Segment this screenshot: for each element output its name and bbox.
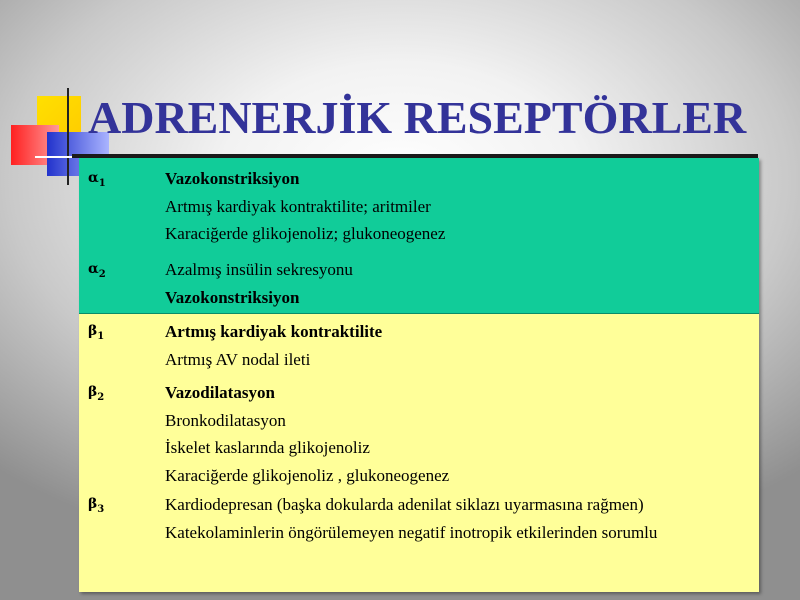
effect-line: Vazokonstriksiyon (165, 287, 300, 307)
receptor-symbol: $\alpha_1$ (88, 170, 106, 189)
effect-line: Artmış kardiyak kontraktilite (165, 322, 383, 341)
effect-line: Bronkodilatasyon (165, 410, 286, 430)
effect-line: Vazokonstriksiyon (165, 169, 300, 188)
receptor-symbol: $\beta_3$ (88, 496, 105, 515)
effect-line: Artmış kardiyak kontraktilite; aritmiler (165, 196, 431, 216)
receptor-effects (165, 496, 657, 551)
receptor-effects (165, 384, 449, 494)
receptor-effects (165, 261, 353, 316)
effect-line: Artmış AV nodal ileti (165, 349, 311, 369)
receptor-table (79, 158, 759, 592)
effect-line: Katekolaminlerin öngörülemeyen negatif inotropik etkilerinden sorumlu (165, 522, 658, 542)
receptor-effects (165, 323, 382, 378)
effect-line: Vazodilatasyon (165, 383, 275, 402)
beta-section (79, 314, 759, 592)
effect-line: Karaciğerde glikojenoliz; glukoneogenez (165, 224, 446, 243)
effect-line: İskelet kaslarında glikojenoliz (165, 438, 370, 457)
receptor-effects (165, 170, 445, 253)
receptor-symbol: $\alpha_2$ (88, 261, 106, 280)
effect-line: Karaciğerde glikojenoliz , glukoneogenez (165, 465, 450, 485)
receptor-symbol: $\beta_1$ (88, 323, 105, 342)
slide-title: ADRENERJİK RESEPTÖRLER (88, 92, 747, 143)
receptor-symbol: $\beta_2$ (88, 384, 105, 403)
alpha-section (79, 158, 759, 314)
effect-line: Kardiodepresan (başka dokularda adenilat siklazı uyarmasına rağmen) (165, 495, 644, 514)
effect-line: Azalmış insülin sekresyonu (165, 260, 353, 279)
